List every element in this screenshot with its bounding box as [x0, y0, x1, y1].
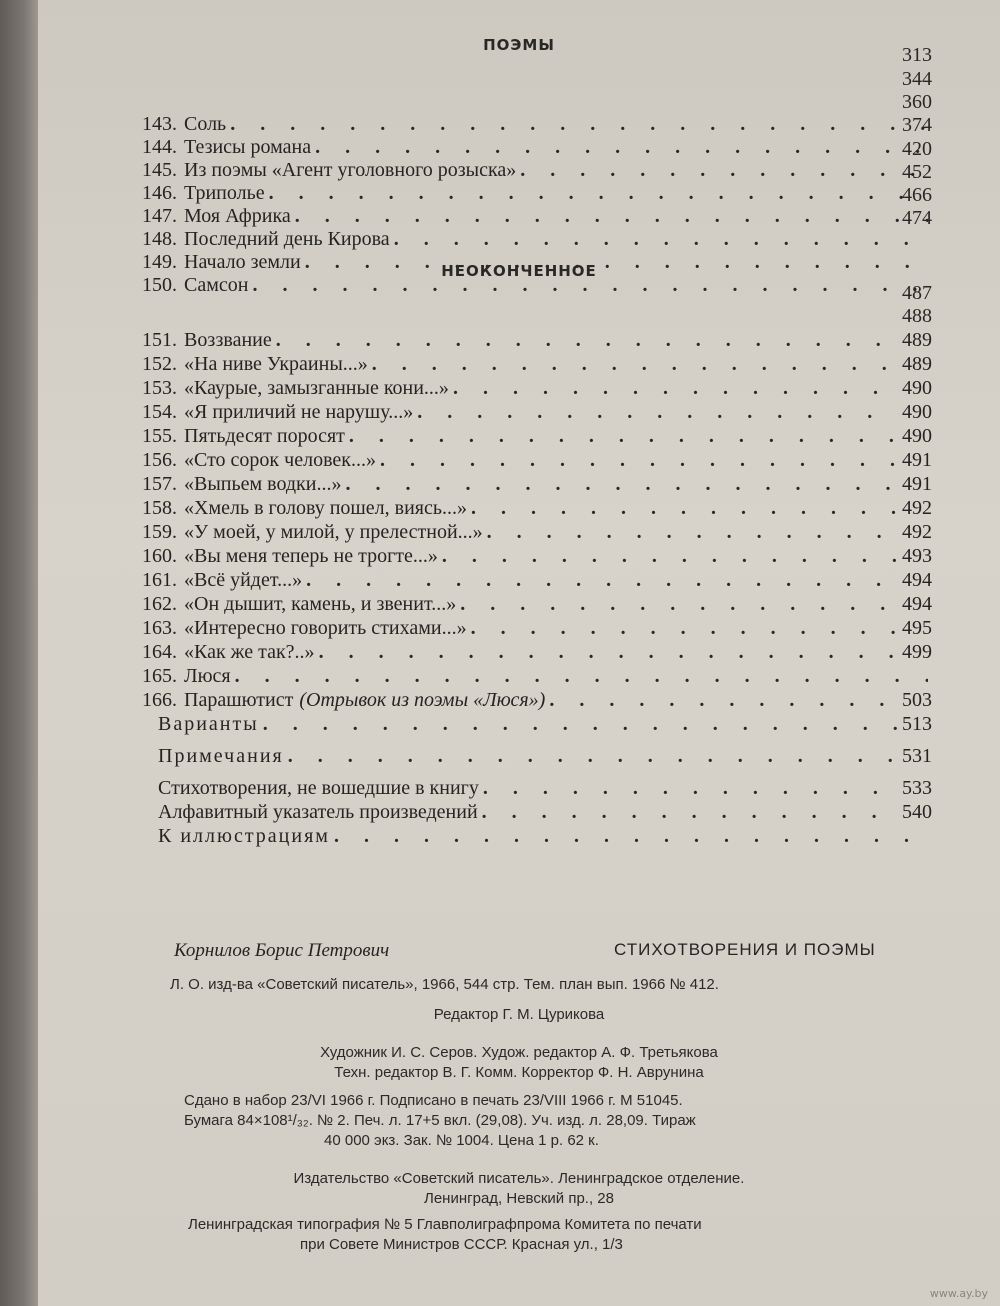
page-number: 474: [902, 207, 932, 229]
toc-entry: [142, 352, 932, 376]
entry-number: 146.: [142, 182, 177, 204]
toc-entry: [142, 135, 932, 159]
entry-number: 147.: [142, 205, 177, 227]
dot-leader: [487, 520, 898, 544]
page-number: 488: [902, 305, 932, 327]
entry-title: Пятьдесят поросят: [184, 425, 345, 447]
dot-leader: [235, 664, 928, 688]
entry-page: 499: [902, 641, 932, 663]
toc-entry: [142, 640, 932, 664]
dot-leader: [230, 112, 928, 136]
section-page: 540: [902, 801, 932, 823]
toc-entry: [142, 181, 932, 205]
dot-leader: [520, 158, 928, 182]
watermark: www.ay.by: [929, 1287, 988, 1300]
dot-leader: [263, 712, 898, 736]
entry-number: 151.: [142, 329, 177, 351]
entry-page: 491: [902, 473, 932, 495]
publisher-line: Л. О. изд-ва «Советский писатель», 1966, 544 стр. Тем. план вып. 1966 № 412.: [170, 976, 719, 993]
toc-section: [158, 712, 932, 736]
dot-leader: [349, 424, 898, 448]
toc-entry: [142, 616, 932, 640]
entry-title: Люся: [184, 665, 231, 687]
toc-entry: [142, 376, 932, 400]
toc-entry: [142, 328, 932, 352]
toc-entry: [142, 400, 932, 424]
section-page: 533: [902, 777, 932, 799]
editor-line: Редактор Г. М. Цурикова: [433, 1006, 605, 1023]
dot-leader: [345, 472, 898, 496]
entry-number: 152.: [142, 353, 177, 375]
heading-poems: ПОЭМЫ: [483, 36, 555, 54]
toc-entry: [142, 592, 932, 616]
entry-page: 490: [902, 401, 932, 423]
dot-leader: [295, 204, 928, 228]
section-page: 513: [902, 713, 932, 735]
entry-title: Воззвание: [184, 329, 272, 351]
dot-leader: [453, 376, 898, 400]
toc-entry: [142, 688, 932, 712]
dot-leader: [471, 496, 898, 520]
entry-number: 162.: [142, 593, 177, 615]
toc-entry: [142, 424, 932, 448]
toc-entry: [142, 664, 932, 688]
entry-page: 493: [902, 545, 932, 567]
toc-section: [158, 824, 932, 848]
entry-title: Триполье: [184, 182, 265, 204]
entry-number: 155.: [142, 425, 177, 447]
entry-title: «Интересно говорить стихами...»: [184, 617, 467, 639]
entry-title: «На ниве Украины...»: [184, 353, 368, 375]
dot-leader: [306, 568, 898, 592]
publisher-name-line: Издательство «Советский писатель». Ленинградское отделение.: [293, 1170, 745, 1187]
section-title: К иллюстрациям: [158, 825, 330, 847]
entry-title: «Выпьем водки...»: [184, 473, 342, 495]
entry-number: 159.: [142, 521, 177, 543]
entry-number: 144.: [142, 136, 177, 158]
entry-page: 494: [902, 569, 932, 591]
section-title: Стихотворения, не вошедшие в книгу: [158, 777, 479, 799]
entry-number: 164.: [142, 641, 177, 663]
entry-number: 161.: [142, 569, 177, 591]
toc-section: [158, 744, 932, 768]
entry-page: 490: [902, 425, 932, 447]
entry-title: Самсон: [184, 274, 249, 296]
page-number: 420: [902, 138, 932, 160]
dot-leader: [394, 227, 928, 251]
page-number: 360: [902, 91, 932, 113]
entry-page: 494: [902, 593, 932, 615]
section-title: Примечания: [158, 745, 284, 767]
book-spine-edge: [0, 0, 40, 1306]
tech-editor-line: Техн. редактор В. Г. Комм. Корректор Ф. Н. Аврунина: [334, 1064, 704, 1081]
entry-title: Из поэмы «Агент уголовного розыска»: [184, 159, 517, 181]
entry-number: 154.: [142, 401, 177, 423]
toc-entry: [142, 496, 932, 520]
entry-number: 148.: [142, 228, 177, 250]
page-number: 452: [902, 161, 932, 183]
entry-page: 503: [902, 689, 932, 711]
book-author: Корнилов Борис Петрович: [174, 940, 390, 961]
page-number: 313: [902, 44, 932, 66]
entry-title: «Хмель в голову пошел, виясь...»: [184, 497, 468, 519]
entry-title: «Вы меня теперь не трогте...»: [184, 545, 438, 567]
dot-leader: [460, 592, 898, 616]
entry-title: «Каурые, замызганные кони...»: [184, 377, 449, 399]
page-number: 487: [902, 282, 932, 304]
entry-number: 163.: [142, 617, 177, 639]
toc-section: [158, 800, 932, 824]
print-dates-line: Сдано в набор 23/VI 1966 г. Подписано в печать 23/VIII 1966 г. М 51045.: [184, 1092, 683, 1109]
dot-leader: [482, 800, 898, 824]
circulation-line: 40 000 экз. Зак. № 1004. Цена 1 р. 62 к.: [324, 1132, 599, 1149]
entry-number: 160.: [142, 545, 177, 567]
page-number: 374: [902, 114, 932, 136]
entry-page: 489: [902, 329, 932, 351]
section-title: Алфавитный указатель произведений: [158, 801, 478, 823]
paper-line: Бумага 84×108¹/₃₂. № 2. Печ. л. 17+5 вкл. (29,08). Уч. изд. л. 28,09. Тираж: [184, 1112, 696, 1129]
entry-page: 492: [902, 521, 932, 543]
printer-address-line: при Совете Министров СССР. Красная ул., 1/3: [300, 1236, 623, 1253]
toc-section: [158, 776, 932, 800]
entry-number: 166.: [142, 689, 177, 711]
book-title: СТИХОТВОРЕНИЯ И ПОЭМЫ: [614, 940, 876, 959]
entry-title: Соль: [184, 113, 227, 135]
dot-leader: [276, 328, 898, 352]
toc-entry: [142, 112, 932, 136]
entry-number: 157.: [142, 473, 177, 495]
toc-entry: [142, 472, 932, 496]
dot-leader: [319, 640, 898, 664]
entry-page: 492: [902, 497, 932, 519]
dot-leader: [372, 352, 898, 376]
toc-entry: [142, 204, 932, 228]
entry-title: Тезисы романа: [184, 136, 312, 158]
entry-number: 149.: [142, 251, 177, 273]
entry-page: 491: [902, 449, 932, 471]
publisher-address-line: Ленинград, Невский пр., 28: [424, 1190, 614, 1207]
entry-title: «У моей, у милой, у прелестной...»: [184, 521, 483, 543]
section-page: 531: [902, 745, 932, 767]
dot-leader: [442, 544, 898, 568]
entry-page: 489: [902, 353, 932, 375]
page-number: 466: [902, 184, 932, 206]
dot-leader: [269, 181, 928, 205]
book-page: [38, 0, 1000, 1306]
entry-title: Моя Африка: [184, 205, 291, 227]
entry-page: 495: [902, 617, 932, 639]
dot-leader: [483, 776, 898, 800]
entry-number: 156.: [142, 449, 177, 471]
dot-leader: [315, 135, 928, 159]
dot-leader: [549, 688, 898, 712]
artists-line: Художник И. С. Серов. Худож. редактор А. Ф. Третьякова: [320, 1044, 718, 1061]
dot-leader: [471, 616, 898, 640]
entry-title: «Сто сорок человек...»: [184, 449, 376, 471]
entry-subtitle: (Отрывок из поэмы «Люся»): [299, 689, 546, 711]
entry-title: «Всё уйдет...»: [184, 569, 303, 591]
entry-title: Парашютист: [184, 689, 294, 711]
toc-entry: [142, 544, 932, 568]
entry-title: Последний день Кирова: [184, 228, 390, 250]
section-title: Варианты: [158, 713, 259, 735]
entry-title: «Я приличий не нарушу...»: [184, 401, 414, 423]
entry-number: 143.: [142, 113, 177, 135]
entry-number: 165.: [142, 665, 177, 687]
dot-leader: [288, 744, 898, 768]
toc-entry: [142, 448, 932, 472]
dot-leader: [334, 824, 928, 848]
page-number: 344: [902, 68, 932, 90]
entry-number: 145.: [142, 159, 177, 181]
toc-entry: [142, 227, 932, 251]
dot-leader: [417, 400, 898, 424]
printer-line: Ленинградская типография № 5 Главполиграфпрома Комитета по печати: [188, 1216, 702, 1233]
entry-number: 158.: [142, 497, 177, 519]
toc-entry: [142, 520, 932, 544]
entry-title: «Как же так?..»: [184, 641, 315, 663]
entry-title: «Он дышит, камень, и звенит...»: [184, 593, 457, 615]
toc-entry: [142, 158, 932, 182]
entry-page: 490: [902, 377, 932, 399]
entry-title: Начало земли: [184, 251, 301, 273]
heading-unfinished: НЕОКОНЧЕННОЕ: [441, 262, 597, 280]
toc-entry: [142, 568, 932, 592]
dot-leader: [380, 448, 898, 472]
entry-number: 153.: [142, 377, 177, 399]
entry-number: 150.: [142, 274, 177, 296]
